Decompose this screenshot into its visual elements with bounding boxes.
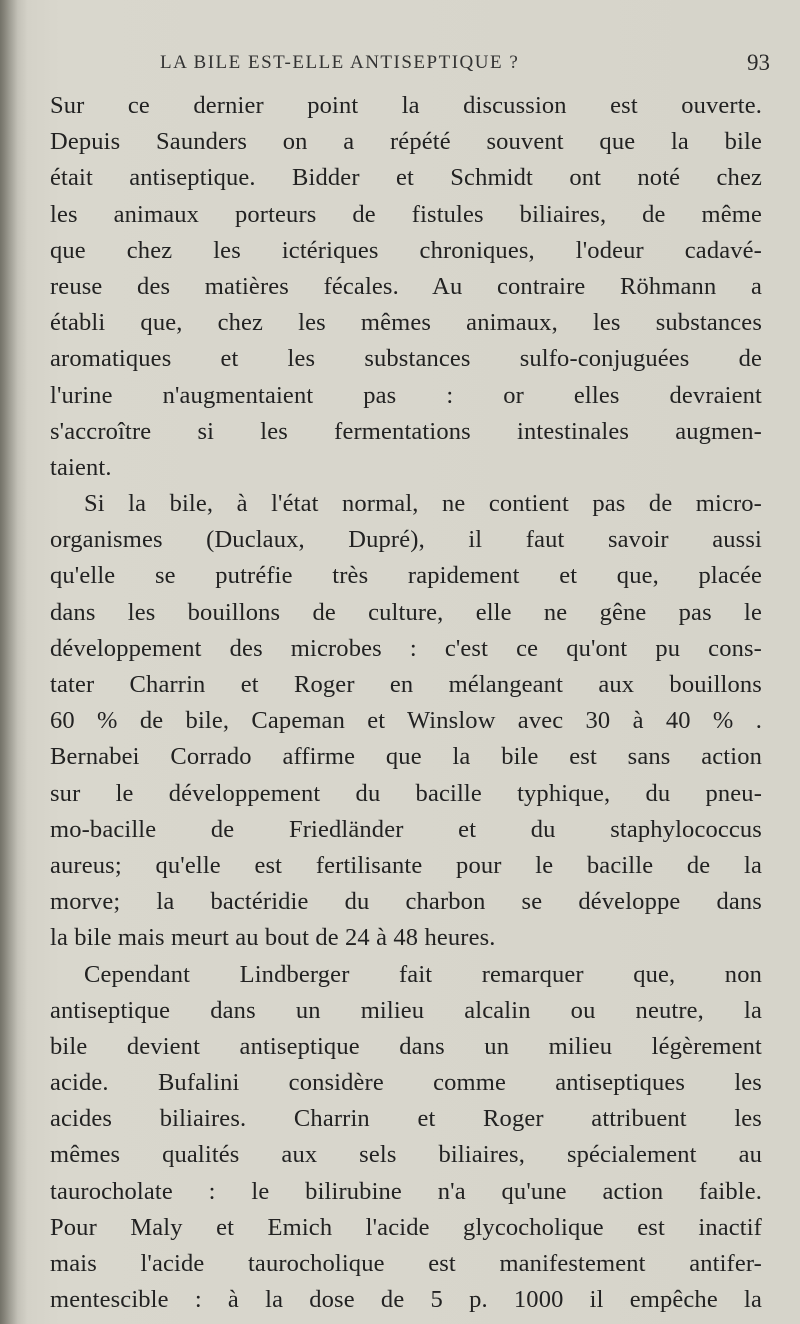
- text-line: l'urine n'augmentaient pas : or elles devraient: [50, 381, 762, 409]
- text-line: taurocholate : le bilirubine n'a qu'une action faible.: [50, 1177, 762, 1205]
- text-line: tater Charrin et Roger en mélangeant aux bouillons: [50, 671, 762, 698]
- text-line: Pour Maly et Emich l'acide glycocholique est inactif: [50, 1213, 762, 1241]
- text-line: reuse des matières fécales. Au contraire Röhmann a: [50, 272, 762, 300]
- text-line: développement des microbes : c'est ce qu'ont pu cons-: [50, 634, 762, 662]
- text-line: sur le développement du bacille typhique, du pneu-: [50, 779, 762, 807]
- page-number: 93: [747, 50, 770, 75]
- text-line: mo-bacille de Friedländer et du staphylococcus: [50, 815, 762, 843]
- binding-shadow: [0, 0, 18, 1324]
- text-line: bile devient antiseptique dans un milieu légèrement: [50, 1032, 762, 1060]
- text-line: acides biliaires. Charrin et Roger attribuent les: [50, 1105, 762, 1133]
- text-line: que chez les ictériques chroniques, l'odeur cadavé-: [50, 236, 762, 264]
- text-line: mentescible : à la dose de 5 p. 1000 il empêche la: [50, 1286, 762, 1314]
- text-line: établi que, chez les mêmes animaux, les substances: [50, 309, 762, 337]
- running-title: LA BILE EST-ELLE ANTISEPTIQUE ?: [160, 52, 520, 73]
- text-line: taient.: [50, 453, 112, 481]
- text-line: organismes (Duclaux, Dupré), il faut savoir aussi: [50, 526, 762, 554]
- text-line: était antiseptique. Bidder et Schmidt ont noté chez: [50, 164, 762, 192]
- text-line: Bernabei Corrado affirme que la bile est sans action: [50, 743, 762, 771]
- text-line: qu'elle se putréfie très rapidement et que, placée: [50, 562, 762, 590]
- text-line: aureus; qu'elle est fertilisante pour le bacille de la: [50, 851, 762, 879]
- text-line: mais l'acide taurocholique est manifestement antifer-: [50, 1250, 762, 1277]
- text-line: 60 % de bile, Capeman et Winslow avec 30 à 40 % .: [50, 707, 762, 735]
- text-line: Si la bile, à l'état normal, ne contient pas de micro-: [84, 490, 762, 518]
- text-line: aromatiques et les substances sulfo-conjuguées de: [50, 345, 762, 373]
- text-line: dans les bouillons de culture, elle ne gêne pas le: [50, 598, 762, 626]
- running-head: [160, 52, 770, 86]
- text-line: la bile mais meurt au bout de 24 à 48 heures.: [50, 924, 496, 952]
- text-line: Depuis Saunders on a répété souvent que la bile: [50, 128, 762, 156]
- text-line: les animaux porteurs de fistules biliaires, de même: [50, 200, 762, 228]
- text-line: mêmes qualités aux sels biliaires, spécialement au: [50, 1141, 762, 1169]
- text-line: morve; la bactéridie du charbon se développe dans: [50, 888, 762, 916]
- body-text: [50, 88, 762, 1318]
- text-line: Sur ce dernier point la discussion est ouverte.: [50, 92, 762, 119]
- text-line: s'accroître si les fermentations intestinales augmen-: [50, 417, 762, 445]
- text-line: Cependant Lindberger fait remarquer que, non: [84, 960, 762, 988]
- text-line: antiseptique dans un milieu alcalin ou neutre, la: [50, 996, 762, 1024]
- text-line: acide. Bufalini considère comme antiseptiques les: [50, 1069, 762, 1097]
